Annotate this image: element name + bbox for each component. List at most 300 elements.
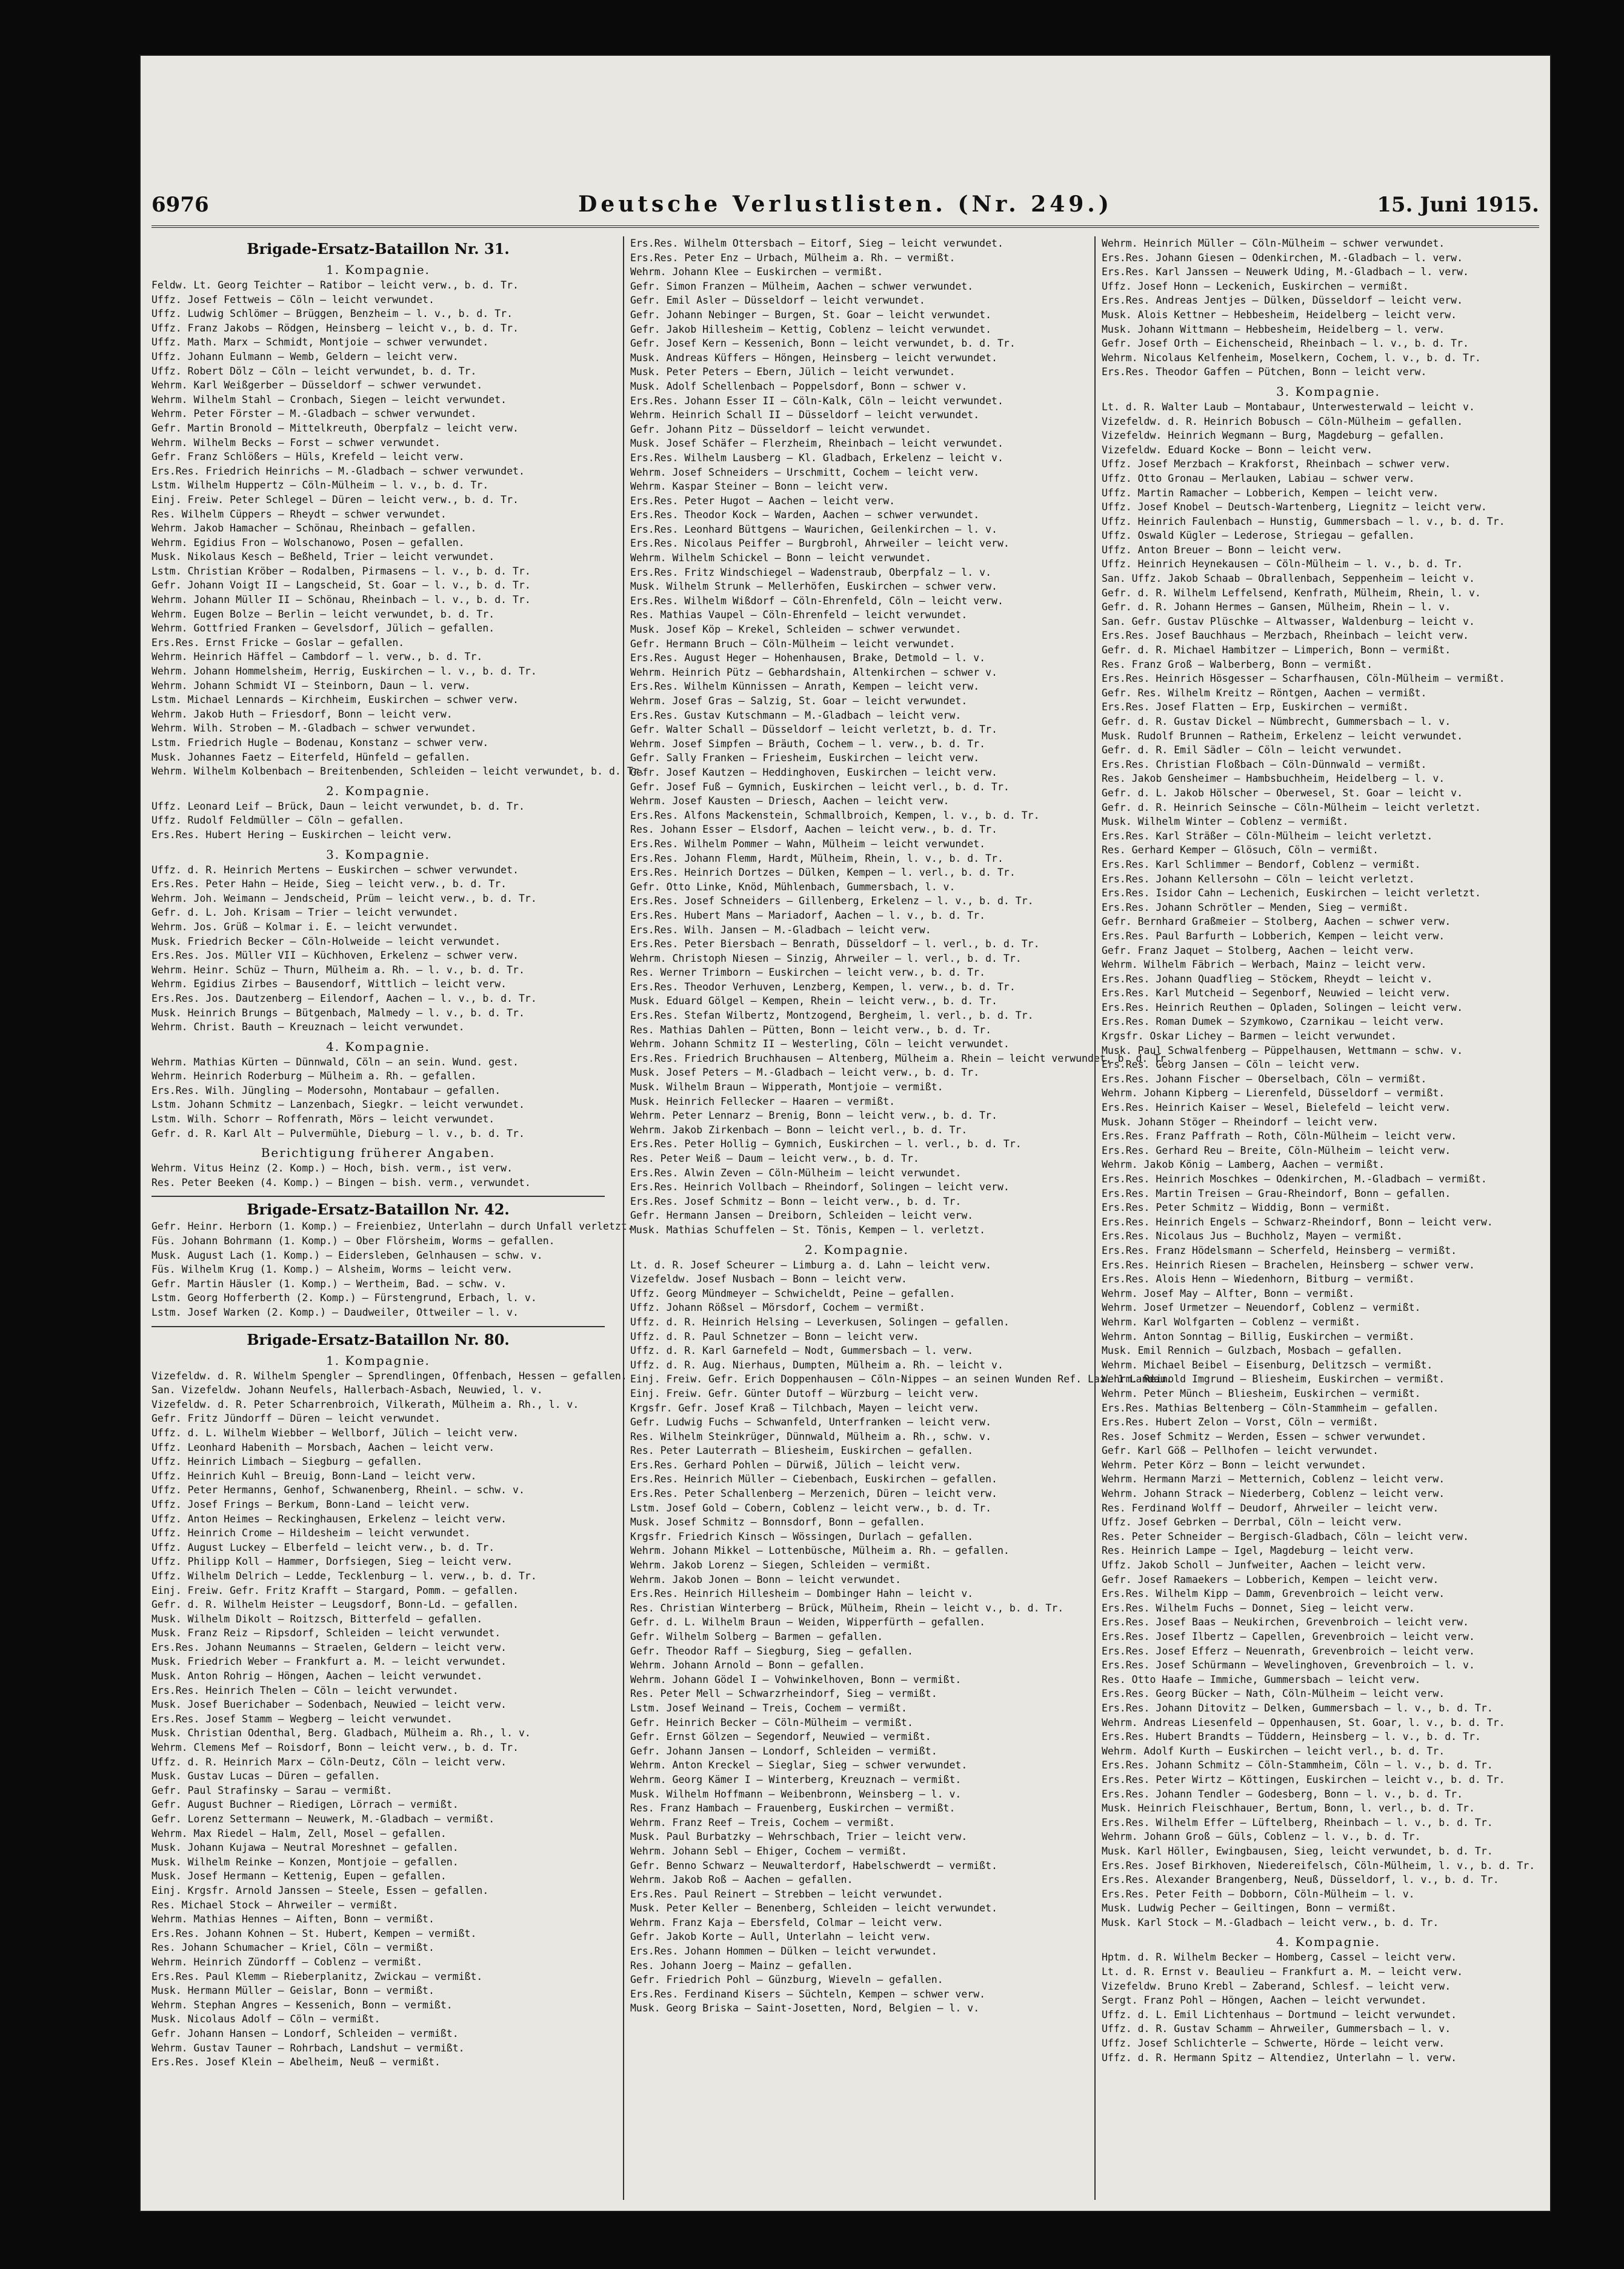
casualty-entry: Ers.Res. Heinrich Dortzes — Dülken, Kempen — l. verl., b. d. Tr. bbox=[630, 867, 1016, 879]
casualty-entry: Ers.Res. Peter Hollig — Gymnich, Euskirchen — l. verl., b. d. Tr. bbox=[630, 1138, 1022, 1150]
casualty-entry: Vizefeldw. Heinrich Wegmann — Burg, Magdeburg — gefallen. bbox=[1102, 430, 1445, 442]
casualty-entry: Wehrm. Kaspar Steiner — Bonn — leicht verw. bbox=[630, 481, 890, 493]
casualty-entry: Wehrm. Wilh. Stroben — M.-Gladbach — schwer verwundet. bbox=[151, 722, 477, 735]
casualty-entry: Uffz. Martin Ramacher — Lobberich, Kempen — leicht verw. bbox=[1102, 487, 1439, 499]
entry-list bbox=[630, 1258, 1173, 1616]
casualty-entry: Gefr. d. L. Jakob Hölscher — Oberwesel, St. Goar — leicht v. bbox=[1102, 787, 1463, 799]
casualty-entry: Ers.Res. Johann Neumanns — Straelen, Geldern — leicht verw. bbox=[151, 1641, 507, 1653]
casualty-entry: Gefr. Johann Hansen — Londorf, Schleiden — vermißt. bbox=[151, 2027, 459, 2039]
casualty-entry: Ers.Res. Johann Kohnen — St. Hubert, Kempen — vermißt. bbox=[151, 1927, 477, 1939]
casualty-entry: Wehrm. Josef Urmetzer — Neuendorf, Coblenz — vermißt. bbox=[1102, 1302, 1421, 1314]
casualty-entry: Ers.Res. Theodor Kock — Warden, Aachen — schwer verwundet. bbox=[630, 509, 980, 521]
casualty-entry: Wehrm. Johann Gödel I — Vohwinkelhoven, Bonn — vermißt. bbox=[630, 1673, 962, 1685]
casualty-entry: Res. Christian Winterberg — Brück, Mülheim, Rhein — leicht v., b. d. Tr. bbox=[630, 1602, 1064, 1614]
casualty-entry: Gefr. August Buchner — Riedigen, Lörrach — vermißt. bbox=[151, 1799, 459, 1811]
casualty-entry: Musk. Ludwig Pecher — Geiltingen, Bonn — vermißt. bbox=[1102, 1902, 1397, 1914]
casualty-entry: Ers.Res. Paul Reinert — Strebben — leicht verwundet. bbox=[630, 1888, 943, 1900]
casualty-entry: Gefr. Lorenz Settermann — Neuwerk, M.-Gladbach — vermißt. bbox=[151, 1813, 495, 1825]
casualty-entry: Ers.Res. Josef Schmitz — Bonn — leicht verw., b. d. Tr. bbox=[630, 1195, 962, 1207]
casualty-entry: Einj. Krgsfr. Arnold Janssen — Steele, Essen — gefallen. bbox=[151, 1884, 489, 1896]
casualty-entry: Gefr. d. L. Joh. Krisam — Trier — leicht verwundet. bbox=[151, 907, 459, 919]
casualty-entry: Gefr. Josef Fuß — Gymnich, Euskirchen — leicht verl., b. d. Tr. bbox=[630, 781, 1010, 793]
casualty-entry: Musk. Mathias Schuffelen — St. Tönis, Kempen — l. verletzt. bbox=[630, 1224, 986, 1236]
company-title: 2. Kompagnie. bbox=[326, 783, 430, 798]
casualty-entry: Wehrm. Karl Wolfgarten — Coblenz — vermißt. bbox=[1102, 1316, 1361, 1328]
casualty-entry: Ers.Res. Josef Birkhoven, Niedereifelsch, Cöln-Mülheim, l. v., b. d. Tr. bbox=[1102, 1859, 1536, 1871]
casualty-entry: Res. Werner Trimborn — Euskirchen — leicht verw., b. d. Tr. bbox=[630, 967, 986, 979]
casualty-entry: Lstm. Georg Hofferberth (2. Komp.) — Fürstengrund, Erbach, l. v. bbox=[151, 1292, 537, 1304]
column-1 bbox=[151, 236, 645, 2200]
casualty-entry: Wehrm. Wilhelm Becks — Forst — schwer verwundet. bbox=[151, 436, 441, 448]
section-title: Brigade-Ersatz-Bataillon Nr. 31. bbox=[247, 240, 510, 258]
page-number: 6976 bbox=[151, 193, 209, 217]
casualty-entry: Uffz. Wilhelm Delrich — Ledde, Tecklenburg — l. verw., b. d. Tr. bbox=[151, 1570, 537, 1582]
casualty-entry: Uffz. Georg Mündmeyer — Schwicheldt, Peine — gefallen. bbox=[630, 1287, 956, 1299]
casualty-entry: Gefr. d. R. Michael Hambitzer — Limperich, Bonn — vermißt. bbox=[1102, 644, 1451, 656]
casualty-entry: Musk. Heinrich Fleischhauer, Bertum, Bonn, l. verl., b. d. Tr. bbox=[1102, 1802, 1475, 1814]
casualty-entry: Musk. Anton Rohrig — Höngen, Aachen — leicht verwundet. bbox=[151, 1670, 483, 1682]
casualty-entry: Gefr. Walter Schall — Düsseldorf — leicht verletzt, b. d. Tr. bbox=[630, 724, 997, 736]
casualty-entry: Res. Franz Hambach — Frauenberg, Euskirchen — vermißt. bbox=[630, 1802, 956, 1814]
casualty-entry: Ers.Res. Theodor Gaffen — Pütchen, Bonn — leicht verw. bbox=[1102, 366, 1427, 378]
entry-list bbox=[151, 1219, 633, 1319]
casualty-entry: Ers.Res. Josef Schneiders — Gillenberg, Erkelenz — l. v., b. d. Tr. bbox=[630, 895, 1034, 907]
casualty-entry: Musk. Johann Wittmann — Hebbesheim, Heidelberg — l. verw. bbox=[1102, 323, 1445, 335]
casualty-entry: Res. Michael Stock — Ahrweiler — vermißt. bbox=[151, 1899, 399, 1911]
casualty-entry: Gefr. Josef Kern — Kessenich, Bonn — leicht verwundet, b. d. Tr. bbox=[630, 338, 1016, 350]
company-title: 2. Kompagnie. bbox=[805, 1242, 909, 1257]
casualty-entry: Wehrm. Josef Kausten — Driesch, Aachen — leicht verw. bbox=[630, 795, 950, 807]
casualty-entry: Wehrm. Gustav Tauner — Rohrbach, Landshut — vermißt. bbox=[151, 2042, 465, 2054]
casualty-entry: Musk. Adolf Schellenbach — Poppelsdorf, Bonn — schwer v. bbox=[630, 380, 968, 392]
casualty-entry: Vizefeldw. d. R. Heinrich Bobusch — Cöln-Mülheim — gefallen. bbox=[1102, 415, 1463, 427]
casualty-entry: Lstm. Wilh. Schorr — Roffenrath, Mörs — leicht verwundet. bbox=[151, 1113, 495, 1125]
casualty-entry: Ers.Res. Wilh. Jansen — M.-Gladbach — leicht verw. bbox=[630, 924, 931, 936]
casualty-entry: Vizefeldw. Bruno Krebl — Zaberand, Schlesf. — leicht verw. bbox=[1102, 1980, 1451, 1992]
casualty-entry: Ers.Res. Roman Dumek — Szymkowo, Czarnikau — leicht verw. bbox=[1102, 1016, 1445, 1028]
casualty-entry: Musk. Eduard Gölgel — Kempen, Rhein — leicht verw., b. d. Tr. bbox=[630, 995, 997, 1007]
casualty-entry: Res. Jakob Gensheimer — Hambsbuchheim, Heidelberg — l. v. bbox=[1102, 773, 1445, 785]
casualty-entry: Musk. Peter Peters — Ebern, Jülich — leicht verwundet. bbox=[630, 366, 956, 378]
casualty-entry: Uffz. Philipp Koll — Hammer, Dorfsiegen, Sieg — leicht verw. bbox=[151, 1556, 513, 1568]
casualty-entry: Gefr. Jakob Hillesheim — Kettig, Coblenz — leicht verwundet. bbox=[630, 323, 992, 335]
casualty-entry: Ers.Res. Josef Efferz — Neuenrath, Grevenbroich — leicht verw. bbox=[1102, 1645, 1475, 1657]
casualty-entry: Lstm. Josef Weinand — Treis, Cochem — vermißt. bbox=[630, 1702, 907, 1714]
casualty-entry: Uffz. Franz Jakobs — Rödgen, Heinsberg — leicht v., b. d. Tr. bbox=[151, 322, 519, 334]
casualty-entry: Musk. Wilhelm Braun — Wipperath, Montjoie — vermißt. bbox=[630, 1081, 943, 1093]
casualty-entry: Lstm. Christian Kröber — Rodalben, Pirmasens — l. v., b. d. Tr. bbox=[151, 565, 531, 577]
casualty-entry: Gefr. Josef Ramaekers — Lobberich, Kempen — leicht verw. bbox=[1102, 1573, 1439, 1585]
casualty-entry: Res. Peter Schneider — Bergisch-Gladbach, Cöln — leicht verw. bbox=[1102, 1530, 1469, 1542]
casualty-entry: Res. Ferdinand Wolff — Deudorf, Ahrweiler — leicht verw. bbox=[1102, 1502, 1439, 1514]
casualty-entry: Uffz. Leonard Leif — Brück, Daun — leicht verwundet, b. d. Tr. bbox=[151, 800, 525, 812]
casualty-entry: Ers.Res. Stefan Wilbertz, Montzogend, Bergheim, l. verl., b. d. Tr. bbox=[630, 1010, 1034, 1022]
casualty-entry: Gefr. Franz Schlößers — Hüls, Krefeld — leicht verw. bbox=[151, 451, 465, 463]
casualty-entry: Wehrm. Jakob König — Lamberg, Aachen — vermißt. bbox=[1102, 1159, 1385, 1171]
casualty-entry: Ers.Res. Jos. Dautzenberg — Eilendorf, Aachen — l. v., b. d. Tr. bbox=[151, 992, 537, 1004]
casualty-entry: Musk. Paul Schwalfenberg — Püppelhausen, Wettmann — schw. v. bbox=[1102, 1044, 1463, 1056]
casualty-entry: Ers.Res. Alwin Zeven — Cöln-Mülheim — leicht verwundet. bbox=[630, 1167, 962, 1179]
casualty-entry: Wehrm. Heinrich Roderburg — Mülheim a. Rh. — gefallen. bbox=[151, 1070, 477, 1082]
casualty-entry: Wehrm. Johann Schmidt VI — Steinborn, Daun — l. verw. bbox=[151, 679, 471, 691]
casualty-entry: Wehrm. Jakob Jonen — Bonn — leicht verwundet. bbox=[630, 1573, 902, 1585]
issue-date: 15. Juni 1915. bbox=[1377, 193, 1539, 217]
casualty-entry: Wehrm. Franz Kaja — Ebersfeld, Colmar — leicht verw. bbox=[630, 1916, 943, 1928]
casualty-entry: Einj. Freiw. Gefr. Günter Dutoff — Würzburg — leicht verw. bbox=[630, 1387, 980, 1399]
casualty-entry: Wehrm. Josef Gras — Salzig, St. Goar — leicht verwundet. bbox=[630, 695, 968, 707]
casualty-entry: Gefr. Theodor Raff — Siegburg, Sieg — gefallen. bbox=[630, 1645, 913, 1657]
casualty-entry: Ers.Res. Johann Kellersohn — Cöln — leicht verletzt. bbox=[1102, 873, 1415, 885]
casualty-entry: Musk. Hermann Müller — Geislar, Bonn — vermißt. bbox=[151, 1985, 434, 1997]
casualty-entry: Ers.Res. Heinrich Reuthen — Opladen, Solingen — leicht verw. bbox=[1102, 1001, 1463, 1013]
casualty-entry: Lstm. Johann Schmitz — Lanzenbach, Siegkr. — leicht verwundet. bbox=[151, 1099, 525, 1111]
casualty-entry: Ers.Res. Peter Schallenberg — Merzenich, Düren — leicht verw. bbox=[630, 1488, 997, 1500]
section-title: Brigade-Ersatz-Bataillon Nr. 42. bbox=[151, 1196, 605, 1218]
casualty-entry: Ers.Res. Heinrich Vollbach — Rheindorf, Solingen — leicht verw. bbox=[630, 1181, 1010, 1193]
casualty-entry: Gefr. Paul Strafinsky — Sarau — vermißt. bbox=[151, 1784, 393, 1796]
publication-title bbox=[151, 192, 1539, 217]
casualty-entry: Ers.Res. Georg Bücker — Nath, Cöln-Mülheim — leicht verw. bbox=[1102, 1688, 1445, 1700]
casualty-entry: Ers.Res. Peter Schmitz — Widdig, Bonn — vermißt. bbox=[1102, 1202, 1391, 1214]
casualty-entry: Gefr. d. L. Wilhelm Braun — Weiden, Wipperfürth — gefallen. bbox=[630, 1616, 986, 1628]
casualty-entry: Ers.Res. Hubert Hering — Euskirchen — leicht verw. bbox=[151, 828, 453, 841]
column-3 bbox=[1094, 236, 1555, 2200]
casualty-entry: Wehrm. Josef Schneiders — Urschmitt, Cochem — leicht verw. bbox=[630, 466, 980, 478]
casualty-entry: Gefr. Hermann Jansen — Dreiborn, Schleiden — leicht verw. bbox=[630, 1210, 974, 1222]
casualty-entry: Lstm. Josef Gold — Cobern, Coblenz — leicht verw., b. d. Tr. bbox=[630, 1502, 992, 1514]
casualty-entry: Ers.Res. Heinrich Müller — Ciebenbach, Euskirchen — gefallen. bbox=[630, 1473, 997, 1485]
casualty-entry: Wehrm. Jakob Lorenz — Siegen, Schleiden — vermißt. bbox=[630, 1559, 931, 1571]
publication-name: Deutsche Verlustlisten. bbox=[578, 192, 947, 217]
casualty-entry: Ers.Res. Johann Ditovitz — Delken, Gummersbach — l. v., b. d. Tr. bbox=[1102, 1702, 1493, 1714]
casualty-entry: Ers.Res. Johann Quadflieg — Stöckem, Rheydt — leicht v. bbox=[1102, 973, 1433, 985]
casualty-entry: Uffz. Josef Fettweis — Cöln — leicht verwundet. bbox=[151, 293, 434, 305]
casualty-entry: Lt. d. R. Josef Scheurer — Limburg a. d. Lahn — leicht verw. bbox=[630, 1259, 992, 1271]
casualty-entry: Füs. Johann Bohrmann (1. Komp.) — Ober Flörsheim, Worms — gefallen. bbox=[151, 1235, 555, 1247]
columns bbox=[151, 236, 1539, 2200]
casualty-entry: Gefr. Fritz Jündorff — Düren — leicht verwundet. bbox=[151, 1413, 441, 1425]
entry-list bbox=[1102, 400, 1555, 1930]
casualty-entry: Ers.Res. Alfons Mackenstein, Schmallbroich, Kempen, l. v., b. d. Tr. bbox=[630, 809, 1040, 821]
casualty-entry: Musk. Josef Schäfer — Flerzheim, Rheinbach — leicht verwundet. bbox=[630, 438, 1003, 450]
casualty-entry: Wehrm. Max Riedel — Halm, Zell, Mosel — gefallen. bbox=[151, 1827, 447, 1839]
casualty-entry: Ers.Res. Johann Tendler — Godesberg, Bonn — l. v., b. d. Tr. bbox=[1102, 1788, 1463, 1800]
casualty-entry: Uffz. d. L. Emil Lichtenhaus — Dortmund — leicht verwundet. bbox=[1102, 2008, 1457, 2021]
casualty-entry: Musk. Friedrich Weber — Frankfurt a. M. — leicht verwundet. bbox=[151, 1656, 507, 1668]
casualty-entry: Gefr. Josef Orth — Eichenscheid, Rheinbach — l. v., b. d. Tr. bbox=[1102, 338, 1469, 350]
casualty-entry: Krgsfr. Oskar Lichey — Barmen — leicht verwundet. bbox=[1102, 1030, 1397, 1042]
casualty-entry: Lstm. Josef Warken (2. Komp.) — Daudweiler, Ottweiler — l. v. bbox=[151, 1307, 519, 1318]
casualty-entry: Res. Mathias Vaupel — Cöln-Ehrenfeld — leicht verwundet. bbox=[630, 609, 968, 621]
casualty-entry: Ers.Res. Christian Floßbach — Cöln-Dünnwald — vermißt. bbox=[1102, 758, 1427, 770]
casualty-entry: Ers.Res. Johann Schmitz — Cöln-Stammheim, Cöln — l. v., b. d. Tr. bbox=[1102, 1759, 1493, 1771]
casualty-entry: Wehrm. Christ. Bauth — Kreuznach — leicht verwundet. bbox=[151, 1021, 465, 1033]
casualty-entry: Ers.Res. Heinrich Hillesheim — Dombinger Hahn — leicht v. bbox=[630, 1588, 974, 1600]
company-title: 1. Kompagnie. bbox=[326, 1353, 430, 1368]
casualty-entry: Musk. Karl Höller, Ewingbausen, Sieg, leicht verwundet, b. d. Tr. bbox=[1102, 1845, 1493, 1857]
casualty-entry: Ers.Res. Wilhelm Künnissen — Anrath, Kempen — leicht verw. bbox=[630, 681, 980, 693]
casualty-entry: Uffz. Ludwig Schlömer — Brüggen, Benzheim — l. v., b. d. Tr. bbox=[151, 308, 513, 320]
casualty-entry: Ers.Res. Wilhelm Effer — Lüftelberg, Rheinbach — l. v., b. d. Tr. bbox=[1102, 1816, 1493, 1828]
entry-list bbox=[151, 863, 605, 1035]
casualty-entry: Ers.Res. Georg Jansen — Cöln — leicht verw. bbox=[1102, 1059, 1361, 1071]
casualty-entry: Uffz. Johann Eulmann — Wemb, Geldern — leicht verw. bbox=[151, 350, 459, 362]
casualty-entry: Wehrm. Heinrich Häffel — Cambdorf — l. verw., b. d. Tr. bbox=[151, 651, 483, 663]
casualty-entry: Lstm. Wilhelm Huppertz — Cöln-Mülheim — l. v., b. d. Tr. bbox=[151, 479, 489, 491]
entry-list bbox=[151, 1369, 627, 2070]
casualty-entry: Ers.Res. Alexander Brangenberg, Neuß, Düsseldorf, l. v., b. d. Tr. bbox=[1102, 1874, 1499, 1886]
casualty-entry: Uffz. Josef Honn — Leckenich, Euskirchen — vermißt. bbox=[1102, 280, 1409, 292]
casualty-entry: Uffz. Anton Heimes — Reckinghausen, Erkelenz — leicht verw. bbox=[151, 1513, 507, 1525]
casualty-entry: Uffz. Josef Merzbach — Krakforst, Rheinbach — schwer verw. bbox=[1102, 458, 1451, 470]
casualty-entry: Musk. Heinrich Brungs — Bütgenbach, Malmedy — l. v., b. d. Tr. bbox=[151, 1007, 525, 1019]
casualty-entry: Wehrm. Anton Sonntag — Billig, Euskirchen — vermißt. bbox=[1102, 1330, 1415, 1342]
casualty-entry: Gefr. Bernhard Graßmeier — Stolberg, Aachen — schwer verw. bbox=[1102, 916, 1451, 928]
column-2 bbox=[623, 236, 1173, 2200]
casualty-entry: Wehrm. Wilhelm Stahl — Cronbach, Siegen — leicht verwundet. bbox=[151, 393, 507, 405]
casualty-entry: Musk. Wilhelm Reinke — Konzen, Montjoie — gefallen. bbox=[151, 1856, 459, 1868]
casualty-entry: Gefr. d. R. Heinrich Seinsche — Cöln-Mülheim — leicht verletzt. bbox=[1102, 801, 1481, 813]
casualty-entry: Musk. Friedrich Becker — Cöln-Holweide — leicht verwundet. bbox=[151, 935, 501, 947]
casualty-entry: Uffz. d. R. Paul Schnetzer — Bonn — leicht verw. bbox=[630, 1330, 919, 1342]
casualty-entry: Ers.Res. Hubert Mans — Mariadorf, Aachen — l. v., b. d. Tr. bbox=[630, 909, 986, 921]
casualty-entry: Lstm. Friedrich Hugle — Bodenau, Konstanz — schwer verw. bbox=[151, 737, 489, 748]
casualty-entry: Einj. Freiw. Gefr. Erich Doppenhausen — Cöln-Nippes — an seinen Wunden Ref. Laz. 1 Landau. bbox=[630, 1373, 1173, 1385]
casualty-entry: Gefr. d. R. Johann Hermes — Gansen, Mülheim, Rhein — l. v. bbox=[1102, 601, 1451, 613]
company-title: 3. Kompagnie. bbox=[326, 847, 430, 862]
casualty-entry: Gefr. Friedrich Pohl — Günzburg, Wieveln — gefallen. bbox=[630, 1974, 943, 1986]
casualty-entry: Uffz. d. R. Heinrich Mertens — Euskirchen — schwer verwundet. bbox=[151, 864, 519, 876]
casualty-entry: Uffz. Heinrich Kuhl — Breuig, Bonn-Land — leicht verw. bbox=[151, 1470, 477, 1482]
casualty-entry: Uffz. Johann Rößsel — Mörsdorf, Cochem — vermißt. bbox=[630, 1302, 925, 1314]
page-header bbox=[151, 189, 1539, 228]
casualty-entry: Ers.Res. Franz Hödelsmann — Scherfeld, Heinsberg — vermißt. bbox=[1102, 1244, 1457, 1256]
casualty-entry: Wehrm. Nicolaus Kelfenheim, Moselkern, Cochem, l. v., b. d. Tr. bbox=[1102, 352, 1481, 364]
casualty-entry: Ers.Res. Jos. Müller VII — Küchhoven, Erkelenz — schwer verw. bbox=[151, 950, 519, 962]
casualty-entry: Gefr. Hermann Bruch — Cöln-Mülheim — leicht verwundet. bbox=[630, 638, 956, 650]
casualty-entry: Wehrm. Johann Strack — Niederberg, Coblenz — leicht verw. bbox=[1102, 1488, 1445, 1500]
casualty-entry: Res. Johann Schumacher — Kriel, Cöln — vermißt. bbox=[151, 1942, 434, 1954]
casualty-entry: Gefr. Sally Franken — Friesheim, Euskirchen — leicht verw. bbox=[630, 752, 980, 764]
casualty-entry: Musk. August Lach (1. Komp.) — Eidersleben, Gelnhausen — schw. v. bbox=[151, 1249, 543, 1261]
casualty-entry: Uffz. Heinrich Faulenbach — Hunstig, Gummersbach — l. v., b. d. Tr. bbox=[1102, 515, 1505, 527]
casualty-entry: Musk. Christian Odenthal, Berg. Gladbach, Mülheim a. Rh., l. v. bbox=[151, 1727, 531, 1739]
casualty-entry: Ers.Res. August Heger — Hohenhausen, Brake, Detmold — l. v. bbox=[630, 652, 986, 664]
casualty-entry: Uffz. Oswald Kügler — Lederose, Striegau — gefallen. bbox=[1102, 530, 1415, 542]
casualty-entry: Ers.Res. Hubert Zelon — Vorst, Cöln — vermißt. bbox=[1102, 1416, 1379, 1428]
casualty-entry: Krgsfr. Friedrich Kinsch — Wössingen, Durlach — gefallen. bbox=[630, 1530, 974, 1542]
casualty-entry: Uffz. Robert Dölz — Cöln — leicht verwundet, b. d. Tr. bbox=[151, 365, 477, 377]
casualty-entry: Wehrm. Johann Kipberg — Lierenfeld, Düsseldorf — vermißt. bbox=[1102, 1087, 1445, 1099]
casualty-entry: Ers.Res. Johann Giesen — Odenkirchen, M.-Gladbach — l. verw. bbox=[1102, 252, 1463, 264]
casualty-entry: Uffz. Heinrich Heynekausen — Cöln-Mülheim — l. v., b. d. Tr. bbox=[1102, 558, 1463, 570]
casualty-entry: Res. Wilhelm Cüppers — Rheydt — schwer verwundet. bbox=[151, 508, 447, 520]
casualty-entry: Ers.Res. Andreas Jentjes — Dülken, Düsseldorf — leicht verw. bbox=[1102, 295, 1463, 307]
casualty-entry: Musk. Josef Schmitz — Bonnsdorf, Bonn — gefallen. bbox=[630, 1516, 925, 1528]
casualty-entry: Ers.Res. Mathias Beltenberg — Cöln-Stammheim — gefallen. bbox=[1102, 1402, 1439, 1414]
casualty-entry: Uffz. Rudolf Feldmüller — Cöln — gefallen. bbox=[151, 815, 405, 827]
casualty-entry: Uffz. Heinrich Crome — Hildesheim — leicht verwundet. bbox=[151, 1527, 471, 1539]
casualty-entry: Wehrm. Stephan Angres — Kessenich, Bonn — vermißt. bbox=[151, 1999, 453, 2011]
casualty-entry: San. Gefr. Gustav Plüschke — Altwasser, Waldenburg — leicht v. bbox=[1102, 615, 1475, 627]
casualty-entry: Ers.Res. Heinrich Moschkes — Odenkirchen, M.-Gladbach — vermißt. bbox=[1102, 1173, 1487, 1185]
casualty-entry: Wehrm. Joh. Weimann — Jendscheid, Prüm — leicht verw., b. d. Tr. bbox=[151, 892, 537, 904]
casualty-entry: Musk. Gustav Lucas — Düren — gefallen. bbox=[151, 1770, 381, 1782]
casualty-entry: Gefr. Benno Schwarz — Neuwalterdorf, Habelschwerdt — vermißt. bbox=[630, 1859, 997, 1871]
casualty-entry: Uffz. d. R. Aug. Nierhaus, Dumpten, Mülheim a. Rh. — leicht v. bbox=[630, 1359, 1003, 1371]
casualty-entry: Wehrm. Egidius Fron — Wolschanowo, Posen — gefallen. bbox=[151, 536, 465, 548]
casualty-entry: Lt. d. R. Ernst v. Beaulieu — Frankfurt a. M. — leicht verw. bbox=[1102, 1966, 1463, 1978]
casualty-entry: Einj. Freiw. Peter Schlegel — Düren — leicht verw., b. d. Tr. bbox=[151, 493, 519, 505]
casualty-entry: Gefr. Josef Kautzen — Heddinghoven, Euskirchen — leicht verw. bbox=[630, 766, 997, 778]
casualty-entry: Gefr. d. R. Emil Sädler — Cöln — leicht verwundet. bbox=[1102, 744, 1403, 756]
casualty-entry: Gefr. Martin Bronold — Mittelkreuth, Oberpfalz — leicht verw. bbox=[151, 422, 519, 434]
casualty-entry: Ers.Res. Karl Schlimmer — Bendorf, Coblenz — vermißt. bbox=[1102, 858, 1421, 870]
casualty-entry: Ers.Res. Wilhelm Fuchs — Donnet, Sieg — leicht verw. bbox=[1102, 1602, 1415, 1614]
casualty-entry: Wehrm. Heinr. Schüz — Thurn, Mülheim a. Rh. — l. v., b. d. Tr. bbox=[151, 964, 525, 976]
casualty-entry: Gefr. Martin Häusler (1. Komp.) — Wertheim, Bad. — schw. v. bbox=[151, 1278, 507, 1290]
casualty-entry: Ers.Res. Franz Paffrath — Roth, Cöln-Mülheim — leicht verw. bbox=[1102, 1130, 1457, 1142]
casualty-entry: Ers.Res. Josef Flatten — Erp, Euskirchen — vermißt. bbox=[1102, 701, 1409, 713]
casualty-entry: Wehrm. Andreas Liesenfeld — Oppenhausen, St. Goar, l. v., b. d. Tr. bbox=[1102, 1716, 1505, 1728]
casualty-entry: Ers.Res. Nicolaus Jus — Buchholz, Mayen — vermißt. bbox=[1102, 1230, 1403, 1242]
casualty-entry: Wehrm. Jakob Roß — Aachen — gefallen. bbox=[630, 1874, 853, 1886]
casualty-entry: Ers.Res. Martin Treisen — Grau-Rheindorf, Bonn — gefallen. bbox=[1102, 1187, 1451, 1199]
casualty-entry: Uffz. Anton Breuer — Bonn — leicht verw. bbox=[1102, 544, 1343, 556]
casualty-entry: Uffz. d. R. Heinrich Marx — Cöln-Deutz, Cöln — leicht verw. bbox=[151, 1756, 507, 1768]
casualty-entry: Wehrm. Wilhelm Kolbenbach — Breitenbenden, Schleiden — leicht verwundet, b. d. Tr. bbox=[151, 765, 645, 778]
casualty-entry: Gefr. Simon Franzen — Mülheim, Aachen — schwer verwundet. bbox=[630, 280, 974, 292]
casualty-entry: Musk. Karl Stock — M.-Gladbach — leicht verw., b. d. Tr. bbox=[1102, 1916, 1439, 1928]
casualty-entry: Musk. Heinrich Fellecker — Haaren — vermißt. bbox=[630, 1095, 896, 1107]
casualty-entry: Ers.Res. Josef Schürmann — Wevelinghoven, Grevenbroich — l. v. bbox=[1102, 1659, 1475, 1671]
casualty-entry: Wehrm. Michael Beibel — Eisenburg, Delitzsch — vermißt. bbox=[1102, 1359, 1433, 1371]
casualty-entry: Lt. d. R. Walter Laub — Montabaur, Unterwesterwald — leicht v. bbox=[1102, 401, 1475, 413]
casualty-entry: Vizefeldw. Eduard Kocke — Bonn — leicht verw. bbox=[1102, 444, 1373, 456]
section-title: Brigade-Ersatz-Bataillon Nr. 80. bbox=[151, 1326, 605, 1348]
casualty-entry: Wehrm. Georg Kämer I — Winterberg, Kreuznach — vermißt. bbox=[630, 1773, 962, 1785]
casualty-entry: Musk. Paul Burbatzky — Wehrschbach, Trier — leicht verw. bbox=[630, 1831, 968, 1843]
casualty-entry: Wehrm. Heinrich Müller — Cöln-Mülheim — schwer verwundet. bbox=[1102, 238, 1445, 249]
casualty-entry: Ers.Res. Johann Flemm, Hardt, Mülheim, Rhein, l. v., b. d. Tr. bbox=[630, 852, 1003, 864]
newspaper-page bbox=[139, 55, 1551, 2212]
casualty-entry: Wehrm. Johann Mikkel — Lottenbüsche, Mülheim a. Rh. — gefallen. bbox=[630, 1545, 1010, 1557]
casualty-entry: Ers.Res. Wilhelm Lausberg — Kl. Gladbach, Erkelenz — leicht v. bbox=[630, 451, 1003, 464]
casualty-entry: Gefr. Karl Göß — Pellhofen — leicht verwundet. bbox=[1102, 1445, 1379, 1457]
casualty-entry: Wehrm. Heinrich Zündorff — Coblenz — vermißt. bbox=[151, 1956, 423, 1968]
casualty-entry: Wehrm. Johann Klee — Euskirchen — vermißt. bbox=[630, 266, 884, 278]
casualty-entry: Gefr. Emil Asler — Düsseldorf — leicht verwundet. bbox=[630, 295, 925, 307]
casualty-entry: Uffz. Josef Schlichterle — Schwerte, Hörde — leicht verw. bbox=[1102, 2037, 1445, 2050]
casualty-entry: Wehrm. Mathias Kürten — Dünnwald, Cöln — an sein. Wund. gest. bbox=[151, 1056, 519, 1068]
entry-list bbox=[1102, 1950, 1555, 2065]
casualty-entry: Sergt. Franz Pohl — Höngen, Aachen — leicht verwundet. bbox=[1102, 1994, 1427, 2007]
casualty-entry: Musk. Johann Stöger — Rheindorf — leicht verw. bbox=[1102, 1116, 1379, 1128]
casualty-entry: Ers.Res. Peter Feith — Dobborn, Cöln-Mülheim — l. v. bbox=[1102, 1888, 1415, 1900]
casualty-entry: Gefr. Heinr. Herborn (1. Komp.) — Freienbiez, Unterlahn — durch Unfall verletzt. bbox=[151, 1221, 633, 1233]
casualty-entry: Ers.Res. Josef Stamm — Wegberg — leicht verwundet. bbox=[151, 1713, 453, 1725]
casualty-entry: Ers.Res. Peter Enz — Urbach, Mülheim a. Rh. — vermißt. bbox=[630, 252, 956, 264]
casualty-entry: Ers.Res. Ferdinand Kisers — Süchteln, Kempen — schwer verw. bbox=[630, 1988, 986, 2000]
casualty-entry: Ers.Res. Josef Baas — Neukirchen, Grevenbroich — leicht verw. bbox=[1102, 1616, 1469, 1628]
entry-list bbox=[151, 1161, 605, 1190]
casualty-entry: Uffz. d. R. Heinrich Helsing — Leverkusen, Solingen — gefallen. bbox=[630, 1316, 1010, 1328]
casualty-entry: Wehrm. Vitus Heinz (2. Komp.) — Hoch, bish. verm., ist verw. bbox=[151, 1162, 513, 1174]
casualty-entry: Uffz. Jakob Scholl — Junfweiter, Aachen — leicht verw. bbox=[1102, 1559, 1427, 1571]
casualty-entry: Wehrm. Gottfried Franken — Gevelsdorf, Jülich — gefallen. bbox=[151, 622, 495, 635]
casualty-entry: Füs. Wilhelm Krug (1. Komp.) — Alsheim, Worms — leicht verw. bbox=[151, 1264, 513, 1276]
casualty-entry: Ers.Res. Wilhelm Kipp — Damm, Grevenbroich — leicht verw. bbox=[1102, 1588, 1445, 1600]
casualty-entry: Wehrm. Adolf Kurth — Euskirchen — leicht verl., b. d. Tr. bbox=[1102, 1745, 1445, 1757]
casualty-entry: Gefr. Wilhelm Solberg — Barmen — gefallen. bbox=[630, 1631, 884, 1642]
casualty-entry: Uffz. August Luckey — Elberfeld — leicht verw., b. d. Tr. bbox=[151, 1541, 495, 1553]
casualty-entry: Ers.Res. Johann Fischer — Oberselbach, Cöln — vermißt. bbox=[1102, 1073, 1427, 1085]
casualty-entry: Musk. Wilhelm Winter — Coblenz — vermißt. bbox=[1102, 816, 1349, 828]
casualty-entry: Wehrm. Wilhelm Fäbrich — Werbach, Mainz — leicht verw. bbox=[1102, 959, 1427, 971]
casualty-entry: Wehrm. Hermann Marzi — Metternich, Coblenz — leicht verw. bbox=[1102, 1473, 1445, 1485]
casualty-entry: Res. Mathias Dahlen — Pütten, Bonn — leicht verw., b. d. Tr. bbox=[630, 1024, 992, 1036]
casualty-entry: Krgsfr. Gefr. Josef Kraß — Tilchbach, Mayen — leicht verw. bbox=[630, 1402, 980, 1414]
casualty-entry: Gefr. Johann Voigt II — Langscheid, St. Goar — l. v., b. d. Tr. bbox=[151, 579, 531, 591]
casualty-entry: Wehrm. Wilhelm Schickel — Bonn — leicht verwundet. bbox=[630, 552, 931, 564]
casualty-entry: Wehrm. Clemens Mef — Roisdorf, Bonn — leicht verw., b. d. Tr. bbox=[151, 1742, 519, 1754]
casualty-entry: Ers.Res. Heinrich Engels — Schwarz-Rheindorf, Bonn — leicht verw. bbox=[1102, 1216, 1493, 1228]
casualty-entry: Hptm. d. R. Wilhelm Becker — Homberg, Cassel — leicht verw. bbox=[1102, 1951, 1457, 1964]
casualty-entry: Res. Peter Weiß — Daum — leicht verw., b. d. Tr. bbox=[630, 1153, 919, 1164]
casualty-entry: Vizefeldw. Josef Nusbach — Bonn — leicht verw. bbox=[630, 1273, 907, 1285]
casualty-entry: Ers.Res. Hubert Brandts — Tüddern, Heinsberg — l. v., b. d. Tr. bbox=[1102, 1731, 1481, 1743]
casualty-entry: Musk. Peter Keller — Benenberg, Schleiden — leicht verwundet. bbox=[630, 1902, 997, 1914]
casualty-entry: Uffz. Josef Knobel — Deutsch-Wartenberg, Liegnitz — leicht verw. bbox=[1102, 501, 1487, 513]
casualty-entry: Gefr. Franz Jaquet — Stolberg, Aachen — leicht verw. bbox=[1102, 944, 1415, 956]
casualty-entry: Wehrm. Josef May — Alfter, Bonn — vermißt. bbox=[1102, 1287, 1355, 1299]
casualty-entry: Ers.Res. Gerhard Pohlen — Dürwiß, Jülich — leicht verw. bbox=[630, 1459, 962, 1471]
casualty-entry: Uffz. Josef Frings — Berkum, Bonn-Land — leicht verw. bbox=[151, 1498, 471, 1510]
casualty-entry: Wehrm. Franz Reef — Treis, Cochem — vermißt. bbox=[630, 1816, 896, 1828]
casualty-entry: Res. Peter Beeken (4. Komp.) — Bingen — bish. verm., verwundet. bbox=[151, 1176, 531, 1188]
casualty-entry: Wehrm. Peter Förster — M.-Gladbach — schwer verwundet. bbox=[151, 408, 477, 420]
casualty-entry: Wehrm. Reinold Imgrund — Bliesheim, Euskirchen — vermißt. bbox=[1102, 1373, 1445, 1385]
casualty-entry: Ers.Res. Josef Klein — Abelheim, Neuß — vermißt. bbox=[151, 2056, 441, 2068]
entry-list bbox=[630, 1615, 1083, 2016]
entry-list bbox=[630, 236, 1173, 1238]
casualty-entry: Gefr. Johann Nebinger — Burgen, St. Goar — leicht verwundet. bbox=[630, 308, 992, 321]
entry-list bbox=[151, 1055, 605, 1141]
casualty-entry: Res. Franz Groß — Walberberg, Bonn — vermißt. bbox=[1102, 658, 1373, 670]
casualty-entry: Uffz. d. L. Wilhelm Wiebber — Wellborf, Jülich — leicht verw. bbox=[151, 1427, 519, 1439]
casualty-entry: Wehrm. Mathias Hennes — Aiften, Bonn — vermißt. bbox=[151, 1913, 434, 1925]
casualty-entry: Lstm. Michael Lennards — Kirchheim, Euskirchen — schwer verw. bbox=[151, 694, 519, 706]
casualty-entry: Ers.Res. Karl Mutcheid — Segenborf, Neuwied — leicht verw. bbox=[1102, 987, 1451, 999]
casualty-entry: Ers.Res. Alois Henn — Wiedenhorn, Bitburg — vermißt. bbox=[1102, 1273, 1415, 1285]
casualty-entry: Uffz. d. R. Hermann Spitz — Altendiez, Unterlahn — l. verw. bbox=[1102, 2051, 1457, 2064]
casualty-entry: Musk. Wilhelm Strunk — Mellerhöfen, Euskirchen — schwer verw. bbox=[630, 581, 997, 593]
casualty-entry: Ers.Res. Peter Biersbach — Benrath, Düsseldorf — l. verl., b. d. Tr. bbox=[630, 938, 1040, 950]
casualty-entry: Wehrm. Karl Weißgerber — Düsseldorf — schwer verwundet. bbox=[151, 379, 483, 391]
casualty-entry: Wehrm. Christoph Niesen — Sinzig, Ahrweiler — l. verl., b. d. Tr. bbox=[630, 952, 1022, 964]
casualty-entry: Gefr. Johann Jansen — Londorf, Schleiden — vermißt. bbox=[630, 1745, 937, 1757]
casualty-entry: Ers.Res. Johann Schrötler — Menden, Sieg — vermißt. bbox=[1102, 901, 1409, 913]
casualty-entry: Musk. Andreas Küffers — Höngen, Heinsberg — leicht verwundet. bbox=[630, 352, 997, 364]
casualty-entry: Gefr. Otto Linke, Knöd, Mühlenbach, Gummersbach, l. v. bbox=[630, 881, 956, 893]
casualty-entry: Res. Johann Joerg — Mainz — gefallen. bbox=[630, 1959, 853, 1971]
company-title: 4. Kompagnie. bbox=[326, 1039, 430, 1054]
casualty-entry: Ers.Res. Josef Ilbertz — Capellen, Grevenbroich — leicht verw. bbox=[1102, 1631, 1475, 1642]
casualty-entry: Musk. Josef Buerichaber — Sodenbach, Neuwied — leicht verw. bbox=[151, 1699, 507, 1711]
entry-list bbox=[151, 278, 645, 779]
casualty-entry: Wehrm. Eugen Bolze — Berlin — leicht verwundet, b. d. Tr. bbox=[151, 608, 495, 620]
casualty-entry: Musk. Wilhelm Dikolt — Roitzsch, Bitterfeld — gefallen. bbox=[151, 1613, 483, 1625]
